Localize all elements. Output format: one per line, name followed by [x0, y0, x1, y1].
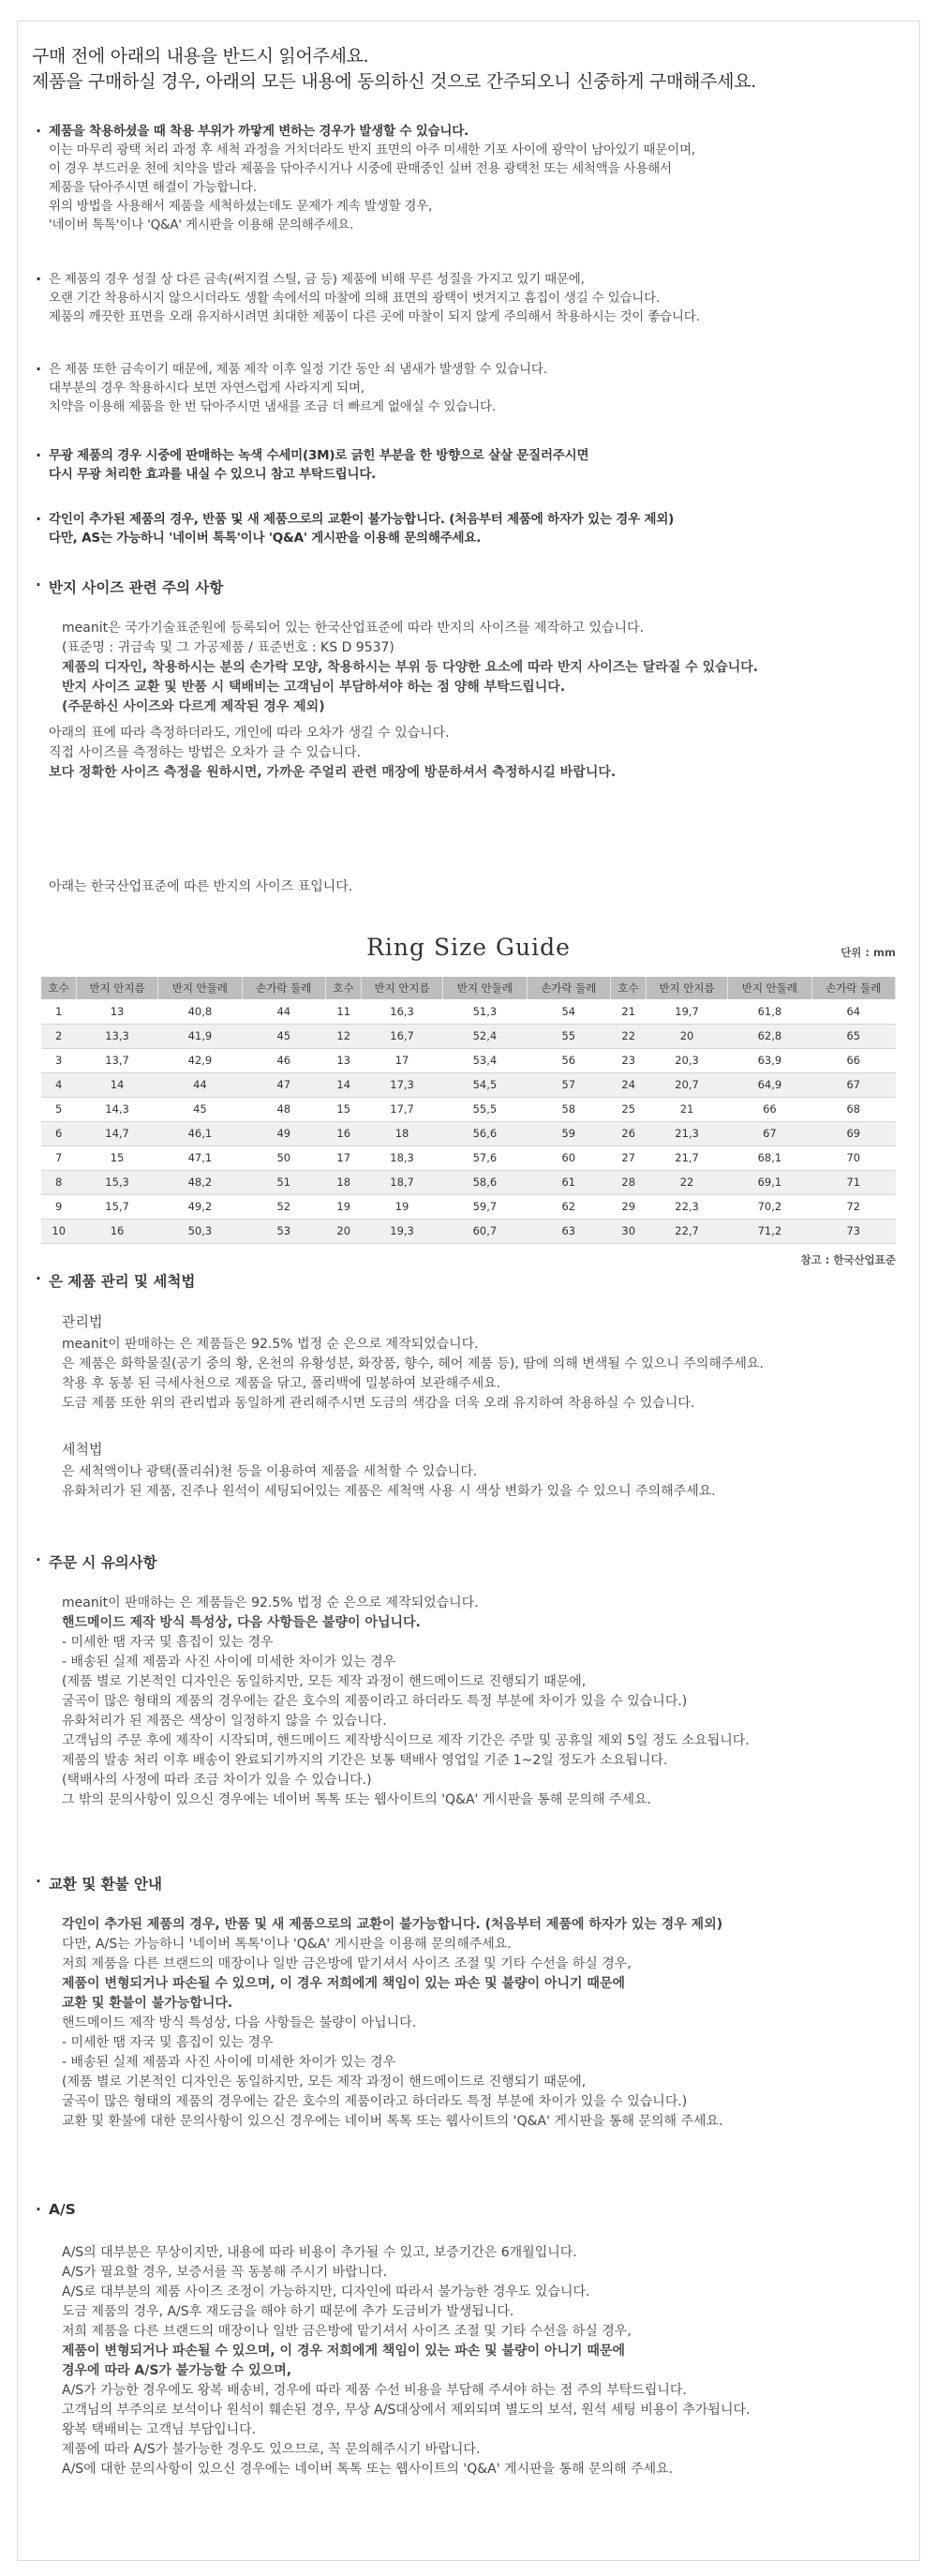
ring-table-cell: 66	[728, 1097, 811, 1121]
order-line: (택배사의 사정에 따라 조금 차이가 있을 수 있습니다.)	[62, 1773, 372, 1788]
ring-table-cell: 58	[527, 1097, 610, 1121]
as-lines	[62, 2243, 905, 2479]
refund-line: 교환 및 환불이 불가능합니다.	[62, 1996, 233, 2011]
ring-table-cell: 64,9	[728, 1072, 811, 1097]
ring-table-cell: 70,2	[728, 1194, 811, 1219]
notice-line: 각인이 추가된 제품의 경우, 반품 및 새 제품으로의 교환이 불가능합니다. (처음부터 제품에 하자가 있는 경우 제외)	[49, 512, 675, 527]
measure-notes	[49, 724, 892, 783]
notice-line: 이 경우 부드러운 천에 치약을 발라 제품을 닦아주시거나 시중에 판매중인 실버 전용 광택천 또는 세척액을 사용해서	[49, 161, 672, 176]
as-line: A/S의 대부분은 무상이지만, 내용에 따라 비용이 추가될 수 있고, 보증기간은 6개월입니다.	[62, 2245, 577, 2260]
table-row	[41, 999, 326, 1024]
as-heading: · A/S	[36, 2201, 76, 2218]
ring-table-cell: 52	[242, 1194, 325, 1219]
ring-table-cell: 17,3	[361, 1072, 442, 1097]
ring-table-cell: 67	[728, 1121, 811, 1146]
ring-table-cell: 57,6	[443, 1146, 527, 1170]
ring-table-title: Ring Size Guide	[366, 934, 571, 961]
refund-line: 굴곡이 많은 형태의 제품의 경우에는 같은 호수의 제품이라고 하더라도 특정 부분에 차이가 있을 수 있습니다.)	[62, 2094, 688, 2109]
table-row	[326, 1072, 611, 1097]
table-row	[41, 1219, 326, 1243]
ring-table-cell: 22	[646, 1170, 727, 1194]
order-line: 유화처리가 된 제품은 색상이 일정하지 않을 수 있습니다.	[62, 1714, 387, 1729]
measure-line: 보다 정확한 사이즈 측정을 원하시면, 가까운 주얼리 관련 매장에 방문하셔서 측정하시길 바랍니다.	[49, 765, 617, 780]
table-row	[41, 1072, 326, 1097]
ring-table-cell: 61	[527, 1170, 610, 1194]
ring-table-cell: 56,6	[443, 1121, 527, 1146]
ring-table-cell: 60	[527, 1146, 610, 1170]
ring-table-cell: 42,9	[158, 1048, 242, 1072]
ring-table-cell: 45	[158, 1097, 242, 1121]
ring-table-cell: 17,7	[361, 1097, 442, 1121]
ring-table-cell: 44	[242, 999, 325, 1024]
table-row	[326, 1194, 611, 1219]
ring-size-table-2	[326, 977, 611, 1244]
ring-table-cell: 8	[41, 1170, 76, 1194]
ring-table-cell: 19	[326, 1194, 361, 1219]
ring-table-cell: 20,3	[646, 1048, 727, 1072]
notice-line: 무광 제품의 경우 시중에 판매하는 녹색 수세미(3M)로 긁힌 부분을 한 방향으로 살살 문질러주시면	[49, 448, 589, 463]
notice-line: 대부분의 경우 착용하시다 보면 자연스럽게 사라지게 되며,	[49, 381, 364, 396]
manage-line: 도금 제품 또한 위의 관리법과 동일하게 관리해주시면 도금의 색감을 더욱 오래 유지하여 착용하실 수 있습니다.	[62, 1396, 695, 1411]
ring-table-cell: 29	[611, 1194, 646, 1219]
ring-table-cell: 14	[76, 1072, 157, 1097]
table-row	[326, 1219, 611, 1243]
table-row	[41, 1194, 326, 1219]
notice-line: 다시 무광 처리한 효과를 내실 수 있으니 참고 부탁드립니다.	[49, 467, 377, 482]
ring-table-cell: 69,1	[728, 1170, 811, 1194]
ring-table-unit: 단위 : mm	[840, 946, 896, 959]
ring-table-header: 호수	[611, 977, 646, 999]
ring-table-cell: 15	[326, 1097, 361, 1121]
notice-bullet-3: · 은 제품 또한 금속이기 때문에, 제품 제작 이후 일정 기간 동안 쇠 냄새가 발생할 수 있습니다. 대부분의 경우 착용하시다 보면 자연스럽게 사라지게 되며, 치약을 이용해 제품을 한 번 닦아주시면 냄새를 조금 더 빠르게 없애실 수 있습니다.	[49, 360, 911, 416]
notice-bullet-2: · 은 제품의 경우 성질 상 다른 금속(써지컬 스틸, 금 등) 제품에 비해 무른 성질을 가지고 있기 때문에, 오랜 기간 착용하시지 않으시더라도 생활 속에서의 마찰에 의해 표면의 광택이 벗겨지고 흠집이 생길 수 있습니다. 제품의 깨끗한 표면을 오래 유지하시려면 최대한 제품이 다른 곳에 마찰이 되지 않게 주의해서 착용하시는 것이 좋습니다.	[49, 270, 911, 326]
ring-table-cell: 21	[611, 999, 646, 1024]
ring-table-cell: 6	[41, 1121, 76, 1146]
as-line: 제품이 변형되거나 파손될 수 있으며, 이 경우 저희에게 책임이 있는 파손 및 불량이 아니기 때문에	[62, 2344, 625, 2359]
ring-table-cell: 49	[242, 1121, 325, 1146]
ring-table-cell: 13,7	[76, 1048, 157, 1072]
ring-table-cell: 46,1	[158, 1121, 242, 1146]
notice-line: 다만, AS는 가능하니 '네이버 톡톡'이나 'Q&A' 게시판을 이용해 문의해주세요.	[49, 531, 482, 546]
ring-table-cell: 2	[41, 1024, 76, 1048]
as-line: 제품에 따라 A/S가 불가능한 경우도 있으므로, 꼭 문의해주시기 바랍니다.	[62, 2442, 481, 2457]
ring-table-cell: 48	[242, 1097, 325, 1121]
table-row	[326, 999, 611, 1024]
notice-line: 은 제품의 경우 성질 상 다른 금속(써지컬 스틸, 금 등) 제품에 비해 무른 성질을 가지고 있기 때문에,	[49, 272, 585, 287]
clean-line: 유화처리가 된 제품, 진주나 원석이 세팅되어있는 제품은 세척액 사용 시 색상 변화가 있을 수 있으니 주의해주세요.	[62, 1484, 716, 1499]
ring-table-header: 반지 안지름	[361, 977, 442, 999]
ring-table-cell: 7	[41, 1146, 76, 1170]
ring-table-cell: 22,3	[646, 1194, 727, 1219]
ring-table-cell: 13,3	[76, 1024, 157, 1048]
notice-line: '네이버 톡톡'이나 'Q&A' 게시판을 이용해 문의해주세요.	[49, 217, 354, 232]
order-line: 핸드메이드 제작 방식 특성상, 다음 사항들은 불량이 아닙니다.	[62, 1615, 421, 1630]
notice-line: 제품의 깨끗한 표면을 오래 유지하시려면 최대한 제품이 다른 곳에 마찰이 되지 않게 주의해서 착용하시는 것이 좋습니다.	[49, 309, 700, 324]
ring-table-cell: 24	[611, 1072, 646, 1097]
ring-table-cell: 27	[611, 1146, 646, 1170]
ring-table-cell: 14,7	[76, 1121, 157, 1146]
order-line: meanit이 판매하는 은 제품들은 92.5% 법정 순 은으로 제작되었습니다.	[62, 1595, 479, 1610]
ring-table-header: 반지 안둘레	[728, 977, 811, 999]
ring-table-header: 호수	[41, 977, 76, 999]
notice-bullet-5: · 각인이 추가된 제품의 경우, 반품 및 새 제품으로의 교환이 불가능합니다. (처음부터 제품에 하자가 있는 경우 제외) 다만, AS는 가능하니 '네이버 톡톡'이나 'Q&A' 게시판을 이용해 문의해주세요.	[49, 510, 911, 547]
ring-note-line: meanit은 국가기술표준원에 등록되어 있는 한국산업표준에 따라 반지의 사이즈를 제작하고 있습니다.	[62, 621, 645, 636]
order-line: - 배송된 실제 제품과 사진 사이에 미세한 차이가 있는 경우	[62, 1655, 396, 1670]
table-row	[41, 1170, 326, 1194]
ring-table-cell: 9	[41, 1194, 76, 1219]
order-line: - 미세한 땜 자국 및 흠집이 있는 경우	[62, 1635, 274, 1650]
ring-table-cell: 15	[76, 1146, 157, 1170]
ring-table-cell: 5	[41, 1097, 76, 1121]
table-intro: 아래는 한국산업표준에 따른 반지의 사이즈 표입니다.	[49, 879, 353, 894]
notice-line: 오랜 기간 착용하시지 않으시더라도 생활 속에서의 마찰에 의해 표면의 광택이 벗겨지고 흠집이 생길 수 있습니다.	[49, 291, 661, 306]
table-row	[41, 1097, 326, 1121]
manage-line: meanit이 판매하는 은 제품들은 92.5% 법정 순 은으로 제작되었습니다.	[62, 1337, 479, 1352]
table-row	[611, 1194, 896, 1219]
ring-table-header: 손가락 둘레	[242, 977, 325, 999]
ring-table-cell: 15,7	[76, 1194, 157, 1219]
refund-line: 제품이 변형되거나 파손될 수 있으며, 이 경우 저희에게 책임이 있는 파손 및 불량이 아니기 때문에	[62, 1976, 625, 1991]
ring-table-cell: 18,7	[361, 1170, 442, 1194]
refund-line: - 배송된 실제 제품과 사진 사이에 미세한 차이가 있는 경우	[62, 2055, 396, 2070]
notice-line: 제품을 착용하셨을 때 착용 부위가 까맣게 변하는 경우가 발생할 수 있습니다.	[49, 124, 468, 139]
ring-table-cell: 22	[611, 1024, 646, 1048]
ring-table-cell: 68,1	[728, 1146, 811, 1170]
table-row	[326, 1097, 611, 1121]
ring-table-cell: 63	[527, 1219, 610, 1243]
manage-line: 은 제품은 화학물질(공기 중의 황, 온천의 유황성분, 화장품, 향수, 헤어 제품 등), 땀에 의해 변색될 수 있으니 주의해주세요.	[62, 1356, 764, 1371]
ring-table-cell: 14,3	[76, 1097, 157, 1121]
ring-table-cell: 61,8	[728, 999, 811, 1024]
intro-line-1: 구매 전에 아래의 내용을 반드시 읽어주세요.	[32, 46, 369, 67]
order-line: 고객님의 주문 후에 제작이 시작되며, 핸드메이드 제작방식이므로 제작 기간은 주말 및 공휴일 제외 5일 정도 소요됩니다.	[62, 1733, 750, 1748]
order-heading: · 주문 시 유의사항	[36, 1551, 157, 1571]
ring-table-cell: 3	[41, 1048, 76, 1072]
refund-heading: · 교환 및 환불 안내	[36, 1873, 163, 1893]
table-row	[611, 1146, 896, 1170]
notice-bullet-1: · 제품을 착용하셨을 때 착용 부위가 까맣게 변하는 경우가 발생할 수 있습니다. 이는 마무리 광택 처리 과정 후 세척 과정을 거치더라도 반지 표면의 아주 미세한 기포 사이에 광약이 남아있기 때문이며, 이 경우 부드러운 천에 치약을 발라 제품을 닦아주시거나 시중에 판매중인 실버 전용 광택천 또는 세척액을 사용해서 제품을 닦아주시면 해결이 가능합니다. 위의 방법을 사용해서 제품을 세척하셨는데도 문제가 계속 발생할 경우, '네이버 톡톡'이나 'Q&A' 게시판을 이용해 문의해주세요.	[49, 122, 911, 234]
ring-table-cell: 20	[326, 1219, 361, 1243]
ring-table-cell: 72	[811, 1194, 895, 1219]
ring-note-line: 반지 사이즈 교환 및 반품 시 택배비는 고객님이 부담하셔야 하는 점 양해 부탁드립니다.	[62, 680, 566, 695]
ring-table-cell: 47,1	[158, 1146, 242, 1170]
ring-table-cell: 19,3	[361, 1219, 442, 1243]
order-lines	[62, 1594, 905, 1810]
refund-lines	[62, 1915, 905, 2132]
ring-table-cell: 18	[326, 1170, 361, 1194]
ring-table-header: 호수	[326, 977, 361, 999]
manage-title: 관리법	[62, 1313, 103, 1330]
ring-table-cell: 18,3	[361, 1146, 442, 1170]
ring-table-cell: 71,2	[728, 1219, 811, 1243]
ring-table-cell: 62,8	[728, 1024, 811, 1048]
ring-table-cell: 65	[811, 1024, 895, 1048]
ring-table-cell: 54	[527, 999, 610, 1024]
ring-size-table-1	[41, 977, 326, 1244]
ring-note-line: 제품의 디자인, 착용하시는 분의 손가락 모양, 착용하시는 부위 등 다양한 요소에 따라 반지 사이즈는 달라질 수 있습니다.	[62, 660, 759, 675]
order-line: 그 밖의 문의사항이 있으신 경우에는 네이버 톡톡 또는 웹사이트의 'Q&A' 게시판을 통해 문의해 주세요.	[62, 1792, 651, 1807]
ring-table-cell: 1	[41, 999, 76, 1024]
ring-table-cell: 56	[527, 1048, 610, 1072]
care-manage	[62, 1312, 905, 1414]
ring-table-cell: 18	[361, 1121, 442, 1146]
ring-table-header: 손가락 둘레	[527, 977, 610, 999]
ring-table-cell: 21,3	[646, 1121, 727, 1146]
refund-line: 저희 제품을 다른 브랜드의 매장이나 일반 금은방에 맡기셔서 사이즈 조절 및 기타 수선을 하실 경우,	[62, 1956, 632, 1971]
ring-table-cell: 13	[326, 1048, 361, 1072]
ring-table-cell: 52,4	[443, 1024, 527, 1048]
table-row	[41, 1048, 326, 1072]
table-row	[611, 1072, 896, 1097]
notice-line: 위의 방법을 사용해서 제품을 세척하셨는데도 문제가 계속 발생할 경우,	[49, 199, 433, 214]
as-line: 도금 제품의 경우, A/S후 재도금을 해야 하기 때문에 추가 도금비가 발생됩니다.	[62, 2304, 514, 2319]
as-line: 왕복 택배비는 고객님 부담입니다.	[62, 2422, 257, 2437]
table-row	[326, 1024, 611, 1048]
ring-table-cell: 64	[811, 999, 895, 1024]
refund-line: (제품 별로 기본적인 디자인은 동일하지만, 모든 제작 과정이 핸드메이드로 진행되기 때문에,	[62, 2074, 587, 2089]
ring-table-cell: 22,7	[646, 1219, 727, 1243]
ring-table-cell: 19,7	[646, 999, 727, 1024]
intro-line-2: 제품을 구매하실 경우, 아래의 모든 내용에 동의하신 것으로 간주되오니 신중하게 구매해주세요.	[32, 71, 756, 92]
ring-table-cell: 26	[611, 1121, 646, 1146]
table-row	[611, 1097, 896, 1121]
ring-table-cell: 45	[242, 1024, 325, 1048]
ring-table-cell: 49,2	[158, 1194, 242, 1219]
ring-table-cell: 4	[41, 1072, 76, 1097]
ring-table-cell: 54,5	[443, 1072, 527, 1097]
table-row	[326, 1121, 611, 1146]
ring-table-cell: 50	[242, 1146, 325, 1170]
ring-table-cell: 20	[646, 1024, 727, 1048]
ring-table-cell: 55,5	[443, 1097, 527, 1121]
as-line: 고객님의 부주의로 보석이나 원석이 훼손된 경우, 무상 A/S대상에서 제외되며 별도의 보석, 원석 세팅 비용이 추가됩니다.	[62, 2403, 751, 2418]
ring-table-cell: 59	[527, 1121, 610, 1146]
ring-table-header: 손가락 둘레	[811, 977, 895, 999]
ring-table-cell: 66	[811, 1048, 895, 1072]
intro	[32, 44, 903, 95]
order-line: 제품의 발송 처리 이후 배송이 완료되기까지의 기간은 보통 택배사 영업일 기준 1~2일 정도가 소요됩니다.	[62, 1753, 668, 1768]
ring-table-cell: 51	[242, 1170, 325, 1194]
as-line: 저희 제품을 다른 브랜드의 매장이나 일반 금은방에 맡기셔서 사이즈 조절 및 기타 수선을 하실 경우,	[62, 2324, 632, 2339]
refund-line: 교환 및 환불에 대한 문의사항이 있으신 경우에는 네이버 톡톡 또는 웹사이트의 'Q&A' 게시판을 통해 문의해 주세요.	[62, 2114, 723, 2129]
ring-table-cell: 21	[646, 1097, 727, 1121]
care-heading: · 은 제품 관리 및 세척법	[36, 1270, 196, 1290]
ring-table-cell: 70	[811, 1146, 895, 1170]
as-line: A/S가 가능한 경우에도 왕복 배송비, 경우에 따라 제품 수선 비용을 부담해 주셔야 하는 점 주의 부탁드립니다.	[62, 2383, 687, 2398]
ring-table-header: 반지 안지름	[646, 977, 727, 999]
ring-table-cell: 40,8	[158, 999, 242, 1024]
ring-table-cell: 17	[361, 1048, 442, 1072]
ring-table-cell: 46	[242, 1048, 325, 1072]
clean-line: 은 세척액이나 광택(폴리쉬)천 등을 이용하여 제품을 세척할 수 있습니다.	[62, 1464, 478, 1479]
measure-line: 아래의 표에 따라 측정하더라도, 개인에 따라 오차가 생길 수 있습니다.	[49, 726, 450, 741]
ring-table-cell: 44	[158, 1072, 242, 1097]
ring-table-cell: 20,7	[646, 1072, 727, 1097]
ring-table-header: 반지 안둘레	[443, 977, 527, 999]
as-line: A/S로 대부분의 제품 사이즈 조정이 가능하지만, 디자인에 따라서 불가능한 경우도 있습니다.	[62, 2284, 590, 2299]
ring-table-note: 참고 : 한국산업표준	[800, 1253, 896, 1266]
notice-line: 치약을 이용해 제품을 한 번 닦아주시면 냄새를 조금 더 빠르게 없애실 수 있습니다.	[49, 399, 496, 414]
ring-table-cell: 58,6	[443, 1170, 527, 1194]
ring-table-cell: 63,9	[728, 1048, 811, 1072]
ring-table-cell: 55	[527, 1024, 610, 1048]
ring-table-cell: 67	[811, 1072, 895, 1097]
ring-table-header: 반지 안둘레	[158, 977, 242, 999]
ring-table-cell: 10	[41, 1219, 76, 1243]
ring-table-cell: 50,3	[158, 1219, 242, 1243]
ring-table-cell: 25	[611, 1097, 646, 1121]
notice-bullet-4: · 무광 제품의 경우 시중에 판매하는 녹색 수세미(3M)로 긁힌 부분을 한 방향으로 살살 문질러주시면 다시 무광 처리한 효과를 내실 수 있으니 참고 부탁드립니다.	[49, 446, 911, 484]
table-row	[41, 1121, 326, 1146]
table-row	[611, 1024, 896, 1048]
as-line: A/S에 대한 문의사항이 있으신 경우에는 네이버 톡톡 또는 웹사이트의 'Q&A' 게시판을 통해 문의해 주세요.	[62, 2462, 674, 2477]
ring-table-cell: 16,3	[361, 999, 442, 1024]
table-row	[326, 1146, 611, 1170]
table-row	[326, 1048, 611, 1072]
ring-table-cell: 53	[242, 1219, 325, 1243]
refund-line: 핸드메이드 제작 방식 특성상, 다음 사항들은 불량이 아닙니다.	[62, 2015, 417, 2030]
ring-table-cell: 21,7	[646, 1146, 727, 1170]
notice-line: 이는 마무리 광택 처리 과정 후 세척 과정을 거치더라도 반지 표면의 아주 미세한 기포 사이에 광약이 남아있기 때문이며,	[49, 142, 696, 157]
ring-table-cell: 14	[326, 1072, 361, 1097]
ring-table-cell: 28	[611, 1170, 646, 1194]
table-row	[611, 999, 896, 1024]
table-row	[611, 1219, 896, 1243]
ring-table-cell: 16	[326, 1121, 361, 1146]
table-row	[611, 1048, 896, 1072]
ring-table-cell: 15,3	[76, 1170, 157, 1194]
ring-table-cell: 60,7	[443, 1219, 527, 1243]
measure-line: 직접 사이즈를 측정하는 방법은 오차가 클 수 있습니다.	[49, 745, 362, 760]
ring-table-cell: 69	[811, 1121, 895, 1146]
notice-line: 제품을 닦아주시면 해결이 가능합니다.	[49, 180, 257, 195]
ring-size-notes	[62, 619, 905, 717]
ring-table-cell: 12	[326, 1024, 361, 1048]
table-row	[41, 1146, 326, 1170]
table-row	[326, 1170, 611, 1194]
order-line: (제품 별로 기본적인 디자인은 동일하지만, 모든 제작 과정이 핸드메이드로 진행되기 때문에,	[62, 1674, 587, 1689]
refund-line: - 미세한 땜 자국 및 흠집이 있는 경우	[62, 2035, 274, 2050]
as-line: A/S가 필요할 경우, 보증서를 꼭 동봉해 주시기 바랍니다.	[62, 2265, 388, 2280]
ring-note-line: (주문하신 사이즈와 다르게 제작된 경우 제외)	[62, 699, 325, 714]
ring-table-cell: 16	[76, 1219, 157, 1243]
ring-table-cell: 62	[527, 1194, 610, 1219]
ring-table-cell: 73	[811, 1219, 895, 1243]
ring-table-cell: 68	[811, 1097, 895, 1121]
ring-table-cell: 59,7	[443, 1194, 527, 1219]
clean-title: 세척법	[62, 1441, 103, 1458]
ring-table-cell: 11	[326, 999, 361, 1024]
refund-line: 각인이 추가된 제품의 경우, 반품 및 새 제품으로의 교환이 불가능합니다. (처음부터 제품에 하자가 있는 경우 제외)	[62, 1917, 723, 1932]
as-line: 경우에 따라 A/S가 불가능할 수 있으며,	[62, 2363, 292, 2378]
ring-table-header: 반지 안지름	[76, 977, 157, 999]
manage-line: 착용 후 동봉 된 극세사천으로 제품을 닦고, 폴리백에 밀봉하여 보관해주세요.	[62, 1376, 501, 1391]
ring-table-cell: 51,3	[443, 999, 527, 1024]
ring-table-cell: 47	[242, 1072, 325, 1097]
order-line: 굴곡이 많은 형태의 제품의 경우에는 같은 호수의 제품이라고 하더라도 특정 부분에 차이가 있을 수 있습니다.)	[62, 1694, 688, 1709]
ring-table-cell: 53,4	[443, 1048, 527, 1072]
ring-table-cell: 57	[527, 1072, 610, 1097]
table-row	[41, 1024, 326, 1048]
ring-table-cell: 16,7	[361, 1024, 442, 1048]
ring-table-cell: 23	[611, 1048, 646, 1072]
ring-size-table-3	[611, 977, 896, 1244]
ring-table-cell: 17	[326, 1146, 361, 1170]
ring-size-heading: · 반지 사이즈 관련 주의 사항	[36, 577, 224, 596]
table-row	[611, 1121, 896, 1146]
ring-table-cell: 30	[611, 1219, 646, 1243]
table-row	[611, 1170, 896, 1194]
ring-table-cell: 41,9	[158, 1024, 242, 1048]
ring-table-cell: 48,2	[158, 1170, 242, 1194]
ring-table-cell: 13	[76, 999, 157, 1024]
ring-note-line: (표준명 : 귀금속 및 그 가공제품 / 표준번호 : KS D 9537)	[62, 640, 394, 655]
notice-line: 은 제품 또한 금속이기 때문에, 제품 제작 이후 일정 기간 동안 쇠 냄새가 발생할 수 있습니다.	[49, 362, 547, 377]
ring-table-cell: 71	[811, 1170, 895, 1194]
care-clean	[62, 1440, 905, 1502]
ring-table-cell: 19	[361, 1194, 442, 1219]
refund-line: 다만, A/S는 가능하니 '네이버 톡톡'이나 'Q&A' 게시판을 이용해 문의해주세요.	[62, 1937, 512, 1952]
